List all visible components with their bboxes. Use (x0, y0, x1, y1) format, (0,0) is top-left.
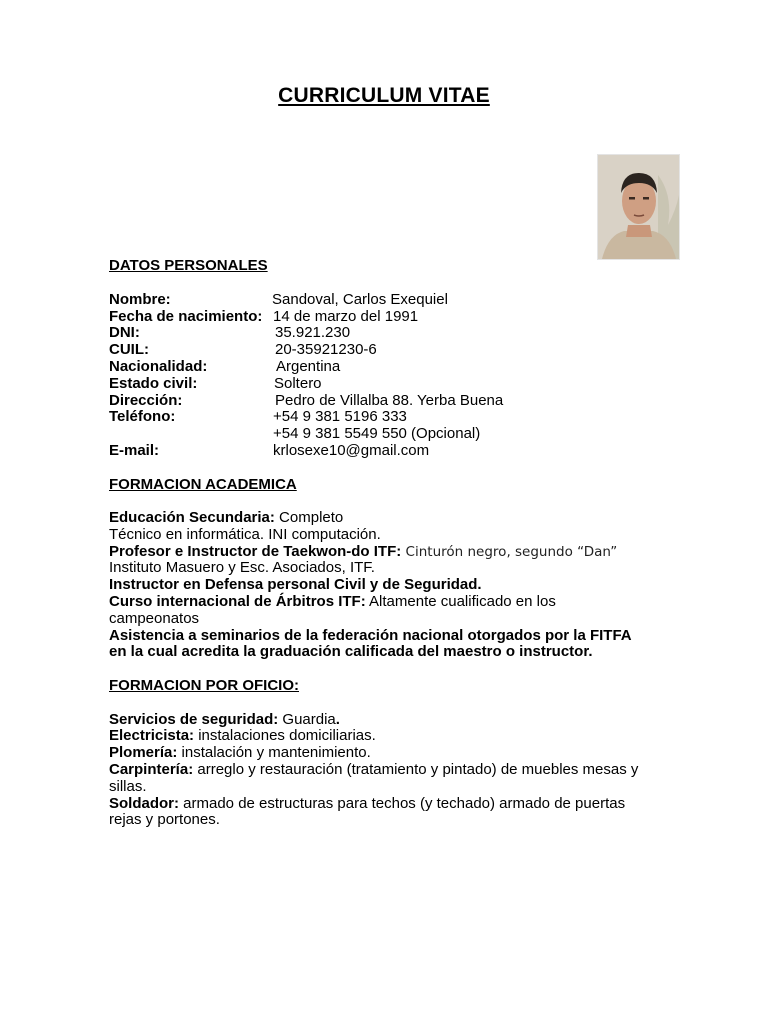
value-telefono: +54 9 381 5196 333 (273, 408, 407, 425)
academic-secundaria (109, 509, 343, 526)
label-direccion: Dirección: (109, 392, 183, 409)
trade-electricista (109, 727, 376, 744)
academic-arbitros-cont: campeonatos (109, 610, 200, 627)
value-fecha-nacimiento: 14 de marzo del 1991 (273, 308, 419, 325)
document-title: CURRICULUM VITAE (278, 84, 490, 107)
trade-carpinteria (109, 761, 638, 778)
academic-arbitros-label: Curso internacional de Árbitros ITF: (109, 593, 366, 610)
academic-tecnico: Técnico en informática. INI computación. (109, 526, 381, 543)
label-nombre: Nombre: (109, 291, 171, 308)
section-heading-personal: DATOS PERSONALES (109, 257, 268, 274)
academic-seminarios-1: Asistencia a seminarios de la federación nacional otorgados por la FITFA (109, 627, 632, 644)
academic-defensa: Instructor en Defensa personal Civil y de Seguridad. (109, 576, 482, 593)
academic-taekwondo-value: Cinturón negro, segundo “Dan” (401, 544, 618, 560)
academic-arbitros (109, 593, 556, 610)
label-cuil: CUIL: (109, 341, 149, 358)
label-nacionalidad: Nacionalidad: (109, 358, 208, 375)
trade-carpinteria-cont: sillas. (109, 778, 147, 795)
trade-soldador-value: armado de estructuras para techos (y techado) armado de puertas (179, 795, 626, 812)
academic-instituto: Instituto Masuero y Esc. Asociados, ITF. (109, 559, 375, 576)
label-estado-civil: Estado civil: (109, 375, 198, 392)
value-direccion: Pedro de Villalba 88. Yerba Buena (275, 392, 504, 409)
value-dni: 35.921.230 (275, 324, 351, 341)
trade-plomeria (109, 744, 371, 761)
value-nombre: Sandoval, Carlos Exequiel (272, 291, 448, 308)
trade-carpinteria-label: Carpintería: (109, 761, 194, 778)
trade-seguridad-value: Guardia (278, 711, 336, 728)
value-nacionalidad: Argentina (276, 358, 341, 375)
label-fecha-nacimiento: Fecha de nacimiento: (109, 308, 263, 325)
section-heading-academic: FORMACION ACADEMICA (109, 476, 297, 493)
trade-seguridad-suffix: . (335, 711, 340, 728)
trade-soldador-cont: rejas y portones. (109, 811, 220, 828)
label-dni: DNI: (109, 324, 140, 341)
value-email: krlosexe10@gmail.com (273, 442, 430, 459)
trade-electricista-value: instalaciones domiciliarias. (194, 727, 376, 744)
value-telefono-alt: +54 9 381 5549 550 (Opcional) (273, 425, 481, 442)
trade-soldador-label: Soldador: (109, 795, 179, 812)
section-heading-trades: FORMACION POR OFICIO: (109, 677, 299, 694)
trade-seguridad-label: Servicios de seguridad: (109, 711, 279, 728)
academic-secundaria-value: Completo (274, 509, 344, 526)
profile-photo (597, 154, 680, 260)
trade-seguridad (109, 711, 340, 728)
academic-taekwondo-label: Profesor e Instructor de Taekwon-do ITF: (109, 543, 402, 560)
academic-seminarios-2: en la cual acredita la graduación calificada del maestro o instructor. (109, 643, 593, 660)
academic-secundaria-label: Educación Secundaria: (109, 509, 275, 526)
trade-electricista-label: Electricista: (109, 727, 195, 744)
academic-arbitros-value: Altamente cualificado en los (365, 593, 556, 610)
value-cuil: 20-35921230-6 (275, 341, 377, 358)
label-email: E-mail: (109, 442, 160, 459)
trade-soldador (109, 795, 625, 812)
label-telefono: Teléfono: (109, 408, 176, 425)
value-estado-civil: Soltero (274, 375, 322, 392)
trade-carpinteria-value: arreglo y restauración (tratamiento y pintado) de muebles mesas y (193, 761, 639, 778)
trade-plomeria-value: instalación y mantenimiento. (177, 744, 371, 761)
trade-plomeria-label: Plomería: (109, 744, 178, 761)
